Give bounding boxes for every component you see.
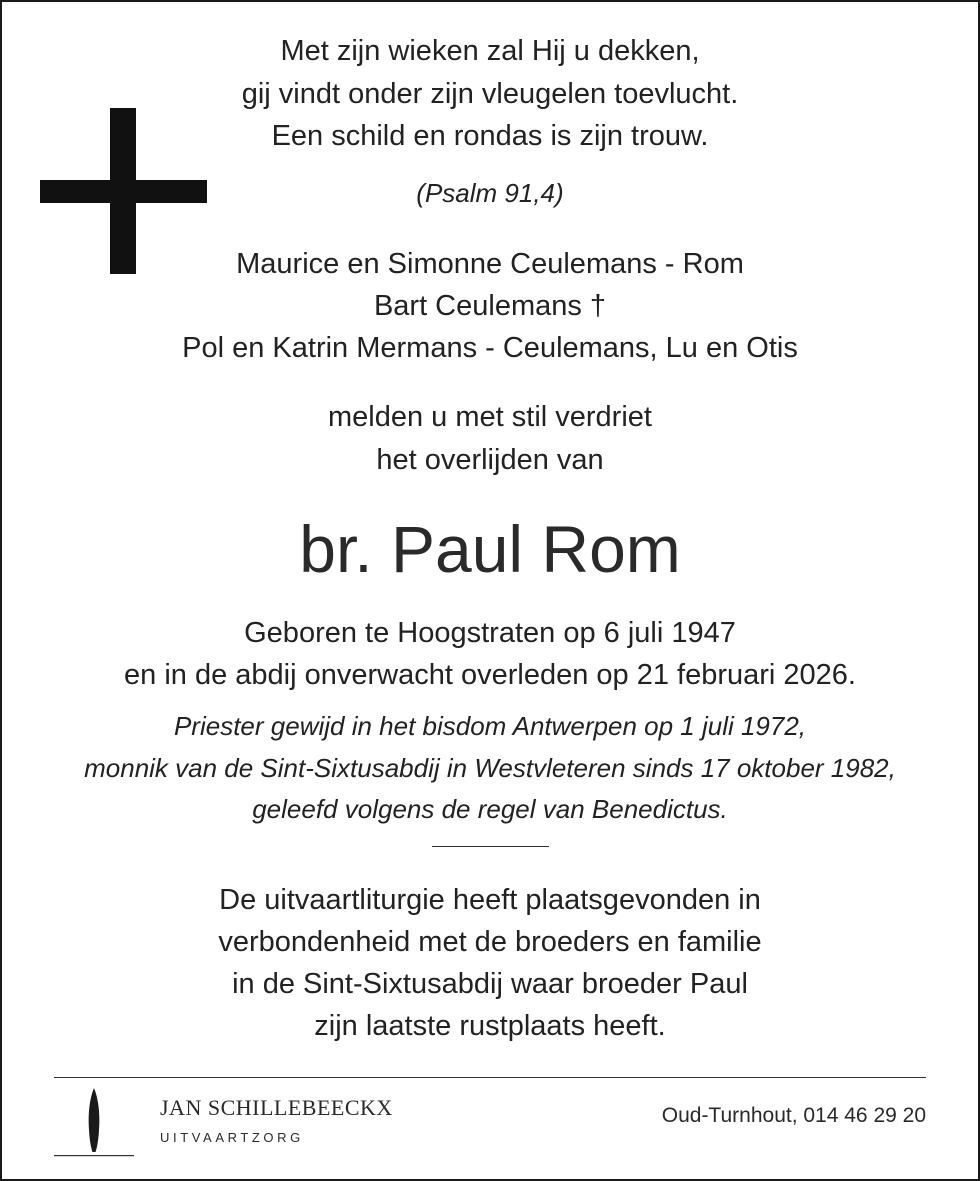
funeral-line: in de Sint-Sixtusabdij waar broeder Paul bbox=[232, 968, 748, 1000]
verse-reference: (Psalm 91,4) bbox=[416, 178, 564, 208]
company-name: JAN SCHILLEBEECKX bbox=[160, 1095, 393, 1120]
announcement-line: het overlijden van bbox=[376, 444, 604, 476]
funeral-line: zijn laatste rustplaats heeft. bbox=[314, 1010, 666, 1042]
announcement-line: melden u met stil verdriet bbox=[328, 401, 652, 433]
verse-line: Een schild en rondas is zijn trouw. bbox=[271, 120, 709, 152]
birth-line: Geboren te Hoogstraten op 6 juli 1947 bbox=[244, 617, 736, 649]
footer-rule bbox=[54, 1077, 926, 1078]
death-line: en in de abdij onverwacht overleden op 21 februari 2026. bbox=[124, 659, 856, 691]
verse-line: gij vindt onder zijn vleugelen toevlucht. bbox=[241, 78, 739, 110]
contact-info: Oud-Turnhout, 014 46 29 20 bbox=[661, 1104, 926, 1127]
family-line: Bart Ceulemans † bbox=[373, 290, 607, 322]
funeral-line: verbondenheid met de broeders en familie bbox=[218, 926, 762, 958]
company-subtitle: UITVAARTZORG bbox=[160, 1130, 304, 1145]
biography-line: monnik van de Sint-Sixtusabdij in Westvleteren sinds 17 oktober 1982, bbox=[84, 753, 896, 783]
verse-line: Met zijn wieken zal Hij u dekken, bbox=[280, 35, 700, 67]
section-divider bbox=[432, 846, 549, 847]
biography-line: geleefd volgens de regel van Benedictus. bbox=[252, 794, 728, 824]
deceased-name: br. Paul Rom bbox=[299, 512, 681, 586]
family-line: Maurice en Simonne Ceulemans - Rom bbox=[236, 248, 744, 280]
biography-line: Priester gewijd in het bisdom Antwerpen op 1 juli 1972, bbox=[173, 711, 807, 741]
family-line: Pol en Katrin Mermans - Ceulemans, Lu en Otis bbox=[182, 332, 798, 364]
cypress-tree-icon bbox=[54, 1088, 134, 1158]
funeral-line: De uitvaartliturgie heeft plaatsgevonden in bbox=[219, 884, 761, 916]
